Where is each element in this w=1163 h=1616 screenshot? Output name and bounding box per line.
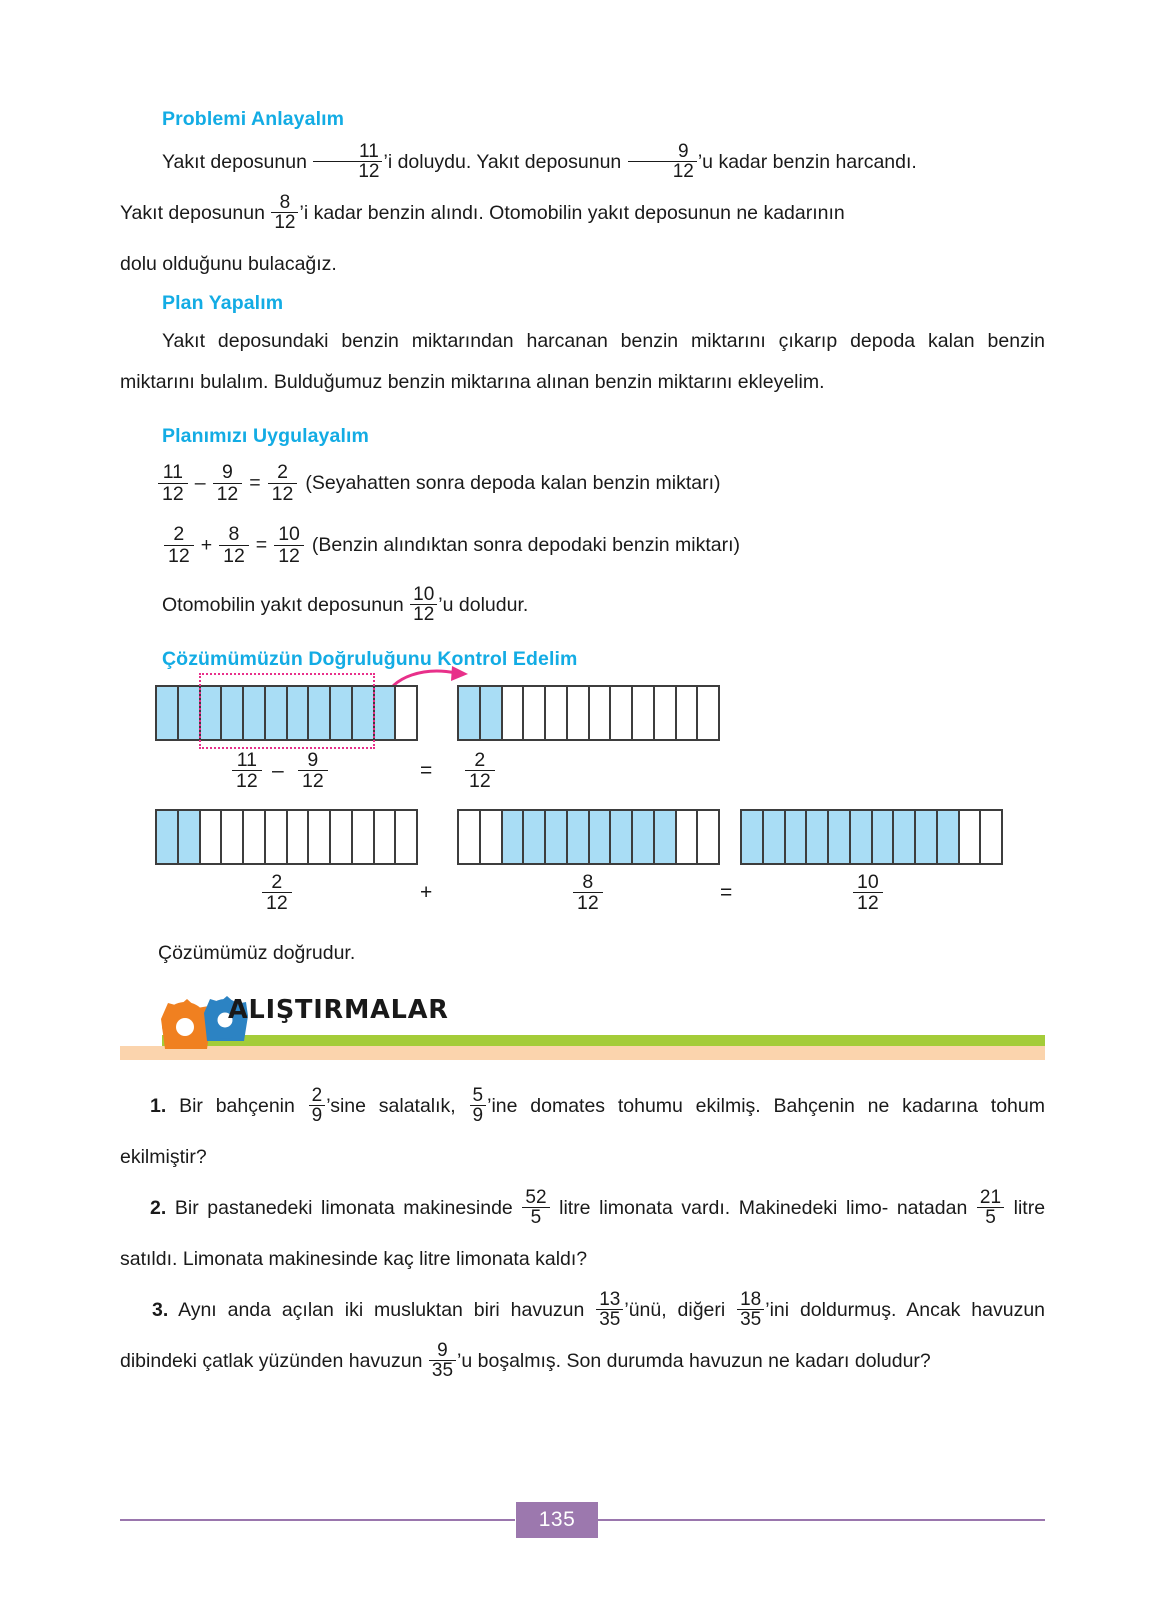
fraction-numerator: 52 <box>525 1186 547 1208</box>
fraction-denominator: 12 <box>298 770 328 791</box>
fraction-numerator: 2 <box>271 871 283 893</box>
fraction-bar-cell <box>375 811 397 863</box>
fraction-bar-cell <box>655 687 677 739</box>
fraction-bar-cell <box>288 811 310 863</box>
banner-peach-bar <box>120 1046 1045 1060</box>
page-footer <box>120 1500 1045 1540</box>
fraction-bar-cell <box>677 687 699 739</box>
fraction-bar-cell <box>938 811 960 863</box>
fraction-bar-cell <box>503 687 525 739</box>
fraction-numerator: 8 <box>582 871 594 893</box>
equation-note-1: (Seyahatten sonra depoda kalan benzin miktarı) <box>305 471 721 494</box>
text-understand-1b: ’i doluydu. Yakıt deposunun <box>383 151 622 173</box>
fraction-numerator: 9 <box>437 1339 448 1361</box>
exercise-text-3f: havuzun ne kadarı doludur? <box>689 1350 931 1372</box>
fraction-numerator: 8 <box>279 191 291 213</box>
label-fraction-8-12 <box>573 871 603 914</box>
fraction-9-12 <box>628 142 697 182</box>
fraction-numerator: 11 <box>236 749 257 771</box>
fraction-2-9 <box>309 1086 326 1126</box>
fraction-numerator: 13 <box>599 1288 621 1310</box>
operator-minus: – <box>272 759 284 782</box>
fraction-bar-cell <box>201 687 223 739</box>
fraction-bar-cell <box>396 687 416 739</box>
fraction-numerator: 10 <box>278 523 300 546</box>
fraction-denominator: 12 <box>274 545 304 566</box>
exercise-text-3a: Aynı anda açılan iki musluktan biri havuzun <box>178 1299 585 1321</box>
fraction-bar-cell <box>568 687 590 739</box>
fraction-denominator: 35 <box>737 1309 764 1329</box>
paragraph-plan: Yakıt deposundaki benzin miktarından harcanan benzin miktarını çıkarıp depoda kalan benzin miktarını bulalım. Bulduğumuz benzin miktarına alınan benzin miktarını ekleyelim. <box>120 330 1045 393</box>
fraction-18-35 <box>737 1290 764 1330</box>
paragraph-apply-closing <box>120 578 1045 632</box>
fraction-2-12 <box>268 462 298 504</box>
text-understand-1c: ’u kadar benzin harcandı. <box>697 151 917 173</box>
fraction-bar-cell <box>481 687 503 739</box>
fraction-denominator: 12 <box>164 545 194 566</box>
footer-rule-right <box>598 1519 1045 1521</box>
fraction-bar-cell <box>633 687 655 739</box>
fraction-denominator: 5 <box>977 1207 1004 1227</box>
fraction-10-12 <box>410 585 437 625</box>
fraction-bar-cell <box>633 811 655 863</box>
fraction-bar-cell <box>244 811 266 863</box>
fraction-2-12 <box>164 524 194 566</box>
fraction-numerator: 9 <box>221 461 233 484</box>
fraction-denominator: 12 <box>158 483 188 504</box>
operator-equals: = <box>249 471 261 494</box>
fraction-bar-cell <box>677 811 699 863</box>
fraction-bar-cell <box>459 687 481 739</box>
footer-rule-left <box>120 1519 515 1521</box>
paragraph-understand-2 <box>120 188 1045 239</box>
fraction-11-12 <box>158 462 188 504</box>
page-content <box>120 108 1045 1387</box>
exercise-text-1c: ’ine domates tohumu ekilmiş. Bahçenin ne <box>487 1095 890 1117</box>
fraction-8-12 <box>271 193 298 233</box>
fraction-bar-cell <box>157 687 179 739</box>
fraction-bar-cell <box>807 811 829 863</box>
exercise-text-2b: litre limonata vardı. Makinedeki limo- <box>559 1197 889 1219</box>
fraction-bar-cell <box>546 687 568 739</box>
operator-equals: = <box>420 759 433 782</box>
fraction-bar-cell <box>222 687 244 739</box>
label-fraction-9-12 <box>298 749 328 792</box>
equation-row-2 <box>120 516 1045 574</box>
fraction-bar-cell <box>309 811 331 863</box>
fraction-11-12 <box>313 142 382 182</box>
fraction-bar-8-of-12 <box>457 809 720 865</box>
fraction-bar-2-of-12 <box>155 809 418 865</box>
fraction-denominator: 12 <box>232 770 262 791</box>
fraction-bar-cell <box>851 811 873 863</box>
fraction-denominator: 12 <box>410 604 437 624</box>
fraction-numerator: 5 <box>472 1084 484 1106</box>
fraction-bar-cell <box>590 687 612 739</box>
fraction-numerator: 18 <box>740 1288 762 1310</box>
label-fraction-11-12 <box>232 749 262 792</box>
fraction-denominator: 12 <box>313 161 382 181</box>
fraction-13-35 <box>596 1290 623 1330</box>
fraction-bar-cell <box>157 811 179 863</box>
exercise-text-3b: ’ünü, diğeri <box>624 1299 726 1321</box>
exercise-text-3e: ’u boşalmış. Son durumda <box>457 1350 684 1372</box>
text-closing-a: Otomobilin yakıt deposunun <box>162 594 404 616</box>
fraction-bar-cell <box>375 687 397 739</box>
fraction-bar-2-of-12 <box>457 685 720 741</box>
heading-apply-plan: Planımızı Uygulayalım <box>162 425 369 447</box>
fraction-bar-cell <box>698 687 718 739</box>
banner-green-bar <box>162 1035 1045 1046</box>
fraction-numerator: 2 <box>474 749 486 771</box>
fraction-bar-cell <box>611 687 633 739</box>
fraction-denominator: 12 <box>219 545 249 566</box>
fraction-numerator: 2 <box>311 1084 323 1106</box>
fraction-bar-cell <box>894 811 916 863</box>
fraction-bar-cell <box>244 687 266 739</box>
fraction-numerator: 11 <box>162 461 183 484</box>
fraction-bar-cell <box>829 811 851 863</box>
operator-minus: – <box>194 471 206 494</box>
exercises-banner <box>120 991 1045 1057</box>
exercise-item-3 <box>120 1285 1045 1387</box>
operator-equals: = <box>720 881 733 904</box>
paragraph-check-conclusion: Çözümümüz doğrudur. <box>158 942 356 964</box>
fraction-numerator: 21 <box>979 1186 1002 1208</box>
fraction-bar-cell <box>222 811 244 863</box>
fraction-numerator: 11 <box>359 140 379 162</box>
fraction-52-5 <box>522 1188 549 1228</box>
fraction-bar-cell <box>568 811 590 863</box>
fraction-bar-cell <box>396 811 416 863</box>
fraction-bar-cell <box>916 811 938 863</box>
exercise-text-2a: Bir pastanedeki limonata makinesinde <box>174 1197 513 1219</box>
exercise-item-1 <box>120 1081 1045 1183</box>
fraction-bar-cell <box>331 811 353 863</box>
fraction-numerator: 2 <box>277 461 288 484</box>
bar-row-2 <box>120 809 1045 871</box>
fraction-bar-diagram <box>120 681 1045 931</box>
fraction-numerator: 2 <box>173 523 185 546</box>
exercise-text-1a: Bir bahçenin <box>179 1095 295 1117</box>
fraction-9-35 <box>429 1341 456 1381</box>
fraction-bar-cell <box>546 811 568 863</box>
label-fraction-2-12 <box>465 749 495 792</box>
text-understand-2a: Yakıt deposunun <box>120 202 265 224</box>
text-closing-b: ’u doludur. <box>438 594 529 616</box>
fraction-denominator: 12 <box>465 770 495 791</box>
fraction-numerator: 8 <box>228 523 240 546</box>
exercise-item-2 <box>120 1183 1045 1285</box>
fraction-bar-cell <box>698 811 718 863</box>
fraction-8-12 <box>219 524 249 566</box>
fraction-bar-cell <box>503 811 525 863</box>
fraction-denominator: 12 <box>628 161 697 181</box>
fraction-numerator: 9 <box>677 140 689 162</box>
label-fraction-10-12 <box>853 871 883 914</box>
fraction-denominator: 12 <box>213 483 243 504</box>
fraction-bar-cell <box>786 811 808 863</box>
equation-note-2: (Benzin alındıktan sonra depodaki benzin miktarı) <box>311 533 741 556</box>
fraction-numerator: 10 <box>857 871 879 893</box>
fraction-bar-10-of-12 <box>740 809 1003 865</box>
fraction-10-12 <box>274 524 304 566</box>
fraction-denominator: 12 <box>262 892 292 913</box>
fraction-denominator: 9 <box>309 1105 326 1125</box>
exercise-number: 1. <box>150 1095 167 1117</box>
operator-plus: + <box>200 533 213 556</box>
exercise-number: 2. <box>150 1197 167 1219</box>
equation-row-1 <box>120 454 1045 512</box>
exercise-text-2c: natadan <box>896 1197 968 1219</box>
fraction-bar-11-of-12 <box>155 685 418 741</box>
fraction-denominator: 12 <box>268 483 298 504</box>
exercise-text-1b: ’sine salatalık, <box>326 1095 456 1117</box>
fraction-denominator: 35 <box>429 1360 456 1380</box>
fraction-bar-cell <box>353 811 375 863</box>
page-number: 135 <box>516 1502 598 1538</box>
bar-row-1 <box>120 681 1045 743</box>
exercise-text-2d: litre satıldı. Limonata makinesinde kaç litre limonata kaldı? <box>120 1197 1046 1270</box>
bar-row-1-labels <box>120 743 1045 809</box>
fraction-numerator: 9 <box>307 749 319 771</box>
fraction-bar-cell <box>981 811 1001 863</box>
fraction-bar-cell <box>266 687 288 739</box>
fraction-denominator: 35 <box>596 1309 623 1329</box>
fraction-21-5 <box>977 1188 1004 1228</box>
fraction-bar-cell <box>459 811 481 863</box>
heading-understand-problem: Problemi Anlayalım <box>162 108 345 130</box>
fraction-bar-cell <box>481 811 503 863</box>
text-understand-2b: ’i kadar benzin alındı. Otomobilin yakıt deposunun ne kadarının <box>299 202 845 224</box>
bar-row-2-labels <box>120 871 1045 931</box>
heading-check-solution: Çözümümüzün Doğruluğunu Kontrol Edelim <box>162 648 578 670</box>
fraction-denominator: 9 <box>470 1105 487 1125</box>
heading-make-plan: Plan Yapalım <box>162 292 284 314</box>
fraction-5-9 <box>470 1086 487 1126</box>
fraction-denominator: 12 <box>573 892 603 913</box>
fraction-bar-cell <box>742 811 764 863</box>
label-fraction-2-12 <box>262 871 292 914</box>
fraction-numerator: 10 <box>413 583 435 605</box>
fraction-bar-cell <box>960 811 982 863</box>
fraction-bar-cell <box>179 811 201 863</box>
fraction-bar-cell <box>179 687 201 739</box>
fraction-bar-cell <box>764 811 786 863</box>
paragraph-understand-1 <box>120 137 1045 188</box>
fraction-bar-cell <box>266 811 288 863</box>
exercises-banner-title: ALIŞTIRMALAR <box>228 995 449 1025</box>
fraction-bar-cell <box>353 687 375 739</box>
fraction-bar-cell <box>331 687 353 739</box>
paragraph-understand-3: dolu olduğunu bulacağız. <box>120 253 337 275</box>
text-understand-1a: Yakıt deposunun <box>162 151 307 173</box>
fraction-denominator: 12 <box>853 892 883 913</box>
fraction-9-12 <box>213 462 243 504</box>
fraction-bar-cell <box>524 687 546 739</box>
fraction-bar-cell <box>590 811 612 863</box>
exercise-text-3d: Ancak havuzun dibindeki çatlak yüzünden havuzun <box>120 1299 1046 1372</box>
fraction-bar-cell <box>524 811 546 863</box>
fraction-denominator: 5 <box>522 1207 549 1227</box>
fraction-denominator: 12 <box>271 212 298 232</box>
operator-equals: = <box>255 533 268 556</box>
fraction-bar-cell <box>611 811 633 863</box>
operator-plus: + <box>420 881 433 904</box>
exercise-text-3c: ’ini doldurmuş. <box>765 1299 897 1321</box>
fraction-bar-cell <box>655 811 677 863</box>
fraction-bar-cell <box>201 811 223 863</box>
fraction-bar-cell <box>873 811 895 863</box>
fraction-bar-cell <box>309 687 331 739</box>
exercise-text-1d: kadarına tohum ekilmiştir? <box>120 1095 1045 1168</box>
fraction-bar-cell <box>288 687 310 739</box>
exercise-number: 3. <box>152 1299 169 1321</box>
